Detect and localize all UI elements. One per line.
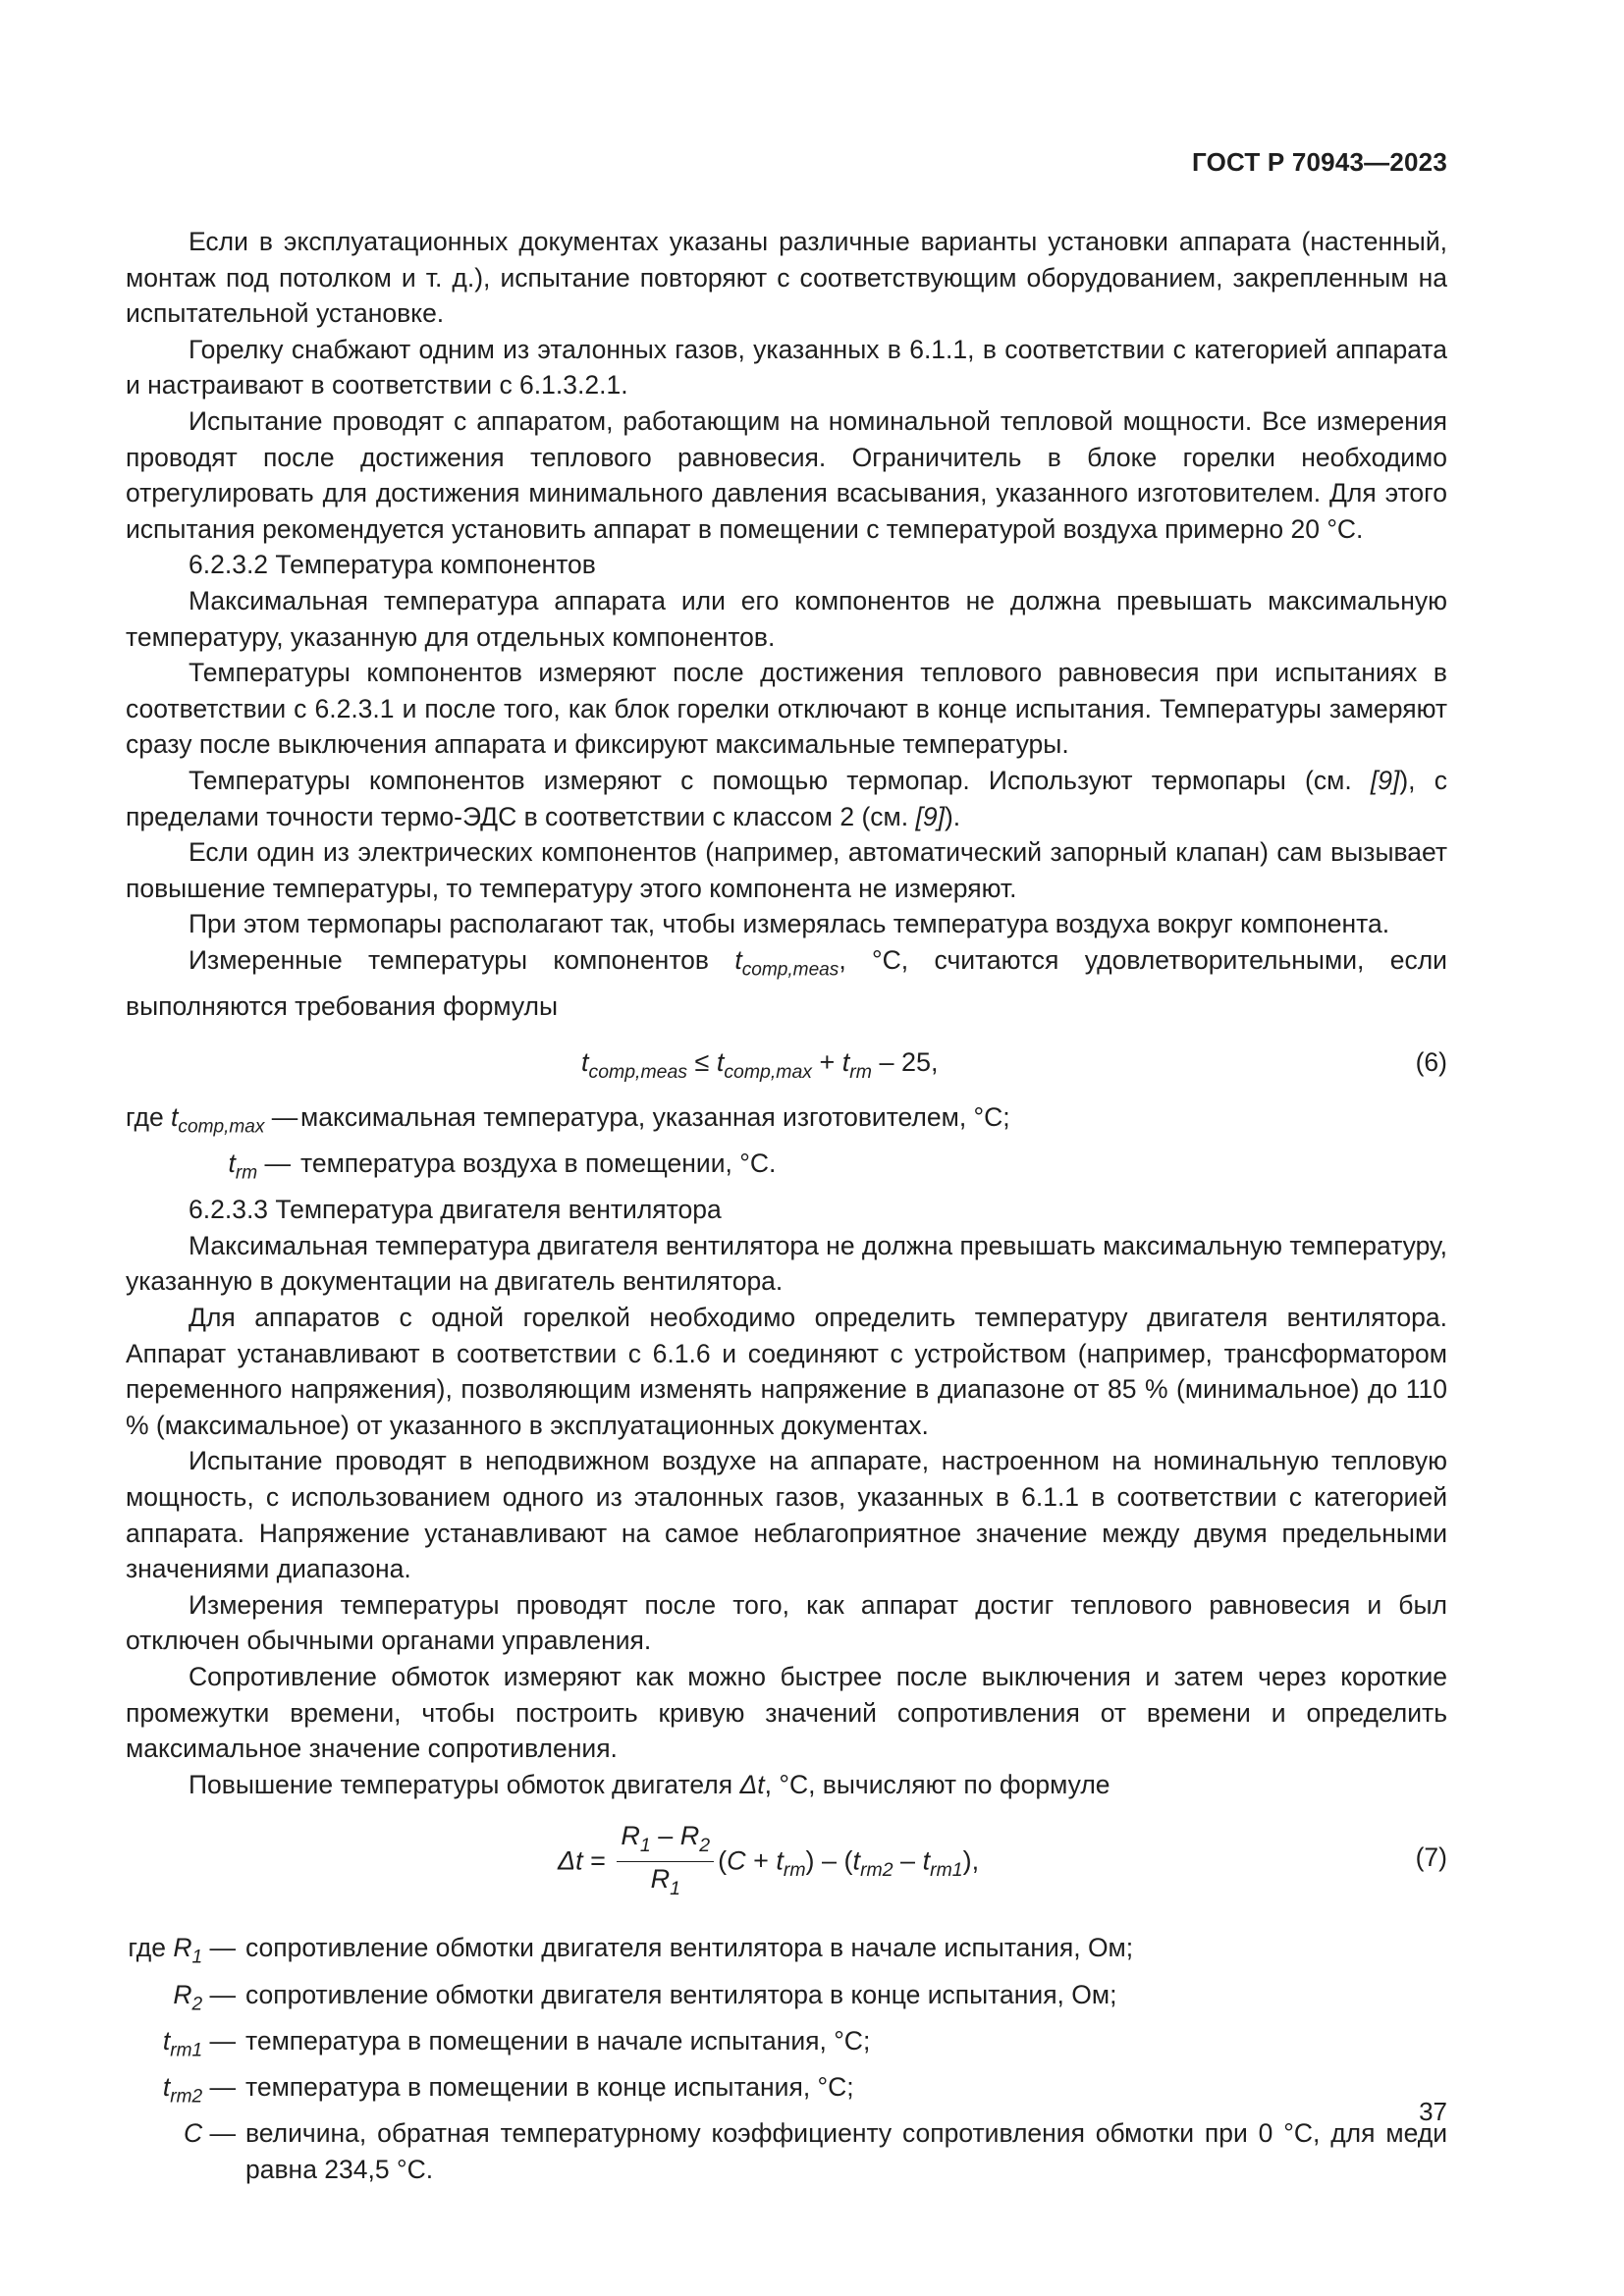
legend-definition: температура в помещении в начале испытания, °С;: [245, 2025, 871, 2056]
formula-number: (6): [1415, 1046, 1447, 1077]
reference-link[interactable]: [9]: [915, 801, 945, 831]
legend-definition: максимальная температура, указанная изготовителем, °С;: [300, 1101, 1010, 1132]
legend-symbol: $R_2$ —: [173, 1979, 236, 2015]
legend-symbol: $t_{rm2}$ —: [162, 2072, 236, 2108]
paragraph: Для аппаратов с одной горелкой необходимо определить температуру двигателя вентилятора. Аппарат устанавливают в соответствии с 6.1.6 и соединяют с устройством (например, трансформатором переменного напряжения), позволяющим изменять напряжение в диапазоне от 85 % (минимальное) до 110 % (максимальное) от указанного в эксплуатационных документах.: [126, 1303, 1447, 1440]
paragraph: Максимальная температура двигателя вентилятора не должна превышать максимальную температуру, указанную в документации на двигатель вентилятора.: [126, 1230, 1447, 1297]
paragraph: Температуры компонентов измеряют с помощью термопар. Используют термопары (см. [9]), с пределами точности термо-ЭДС в соответствии с классом 2 (см. [9]).: [126, 765, 1447, 831]
legend-symbol: $t_{rm}$ —: [228, 1148, 291, 1184]
section-heading-6-2-3-2: 6.2.3.2 Температура компонентов: [189, 550, 596, 580]
paragraph: Испытание проводят в неподвижном воздухе на аппарате, настроенном на номинальную тепловую мощность, с использованием одного из эталонных газов, указанных в 6.1.1 в соответствии с категорией аппарата. Напряжение устанавливают на самое неблагоприятное значение между двумя предельными значениями диапазона.: [126, 1446, 1447, 1584]
paragraph: При этом термопары располагают так, чтобы измерялась температура воздуха вокруг компонента.: [189, 909, 1390, 939]
formula-7-expression: Δt = $\frac{R_1 - R_2}{R_1}$ $(C + t_{rm}) - (t_{rm2} - t_{rm1})$,: [558, 1820, 979, 1905]
document-body: [126, 224, 1447, 2188]
paragraph: Температуры компонентов измеряют после достижения теплового равновесия при испытаниях в соответствии с 6.2.3.1 и после того, как блок горелки отключают в конце испытания. Температуры замеряют сразу после выключения аппарата и фиксируют максимальные температуры.: [126, 658, 1447, 760]
formula-6-expression: $t_{comp,meas} \le t_{comp,max} + t_{rm} - 25$,: [581, 1046, 939, 1083]
formula-6: [126, 1031, 1447, 1094]
reference-link[interactable]: [9]: [1370, 765, 1400, 795]
legend-symbol: C —: [183, 2118, 236, 2149]
legend-definition: сопротивление обмотки двигателя вентилятора в начале испытания, Ом;: [245, 1933, 1134, 1963]
formula-7: [126, 1810, 1447, 1912]
paragraph: Повышение температуры обмоток двигателя Δt, °С, вычисляют по формуле: [189, 1769, 1110, 1799]
legend-symbol: где $t_{comp,max}$ —: [126, 1101, 298, 1138]
paragraph: Максимальная температура аппарата или его компонентов не должна превышать максимальную температуру, указанную для отдельных компонентов.: [126, 585, 1447, 652]
paragraph: Горелку снабжают одним из эталонных газов, указанных в 6.1.1, в соответствии с категорией аппарата и настраивают в соответствии с 6.1.3.2.1.: [126, 334, 1447, 400]
standard-header: ГОСТ Р 70943—2023: [1192, 147, 1447, 177]
section-heading-6-2-3-3: 6.2.3.3 Температура двигателя вентилятора: [189, 1195, 722, 1225]
legend-definition: температура в помещении в конце испытания, °С;: [245, 2072, 854, 2103]
paragraph: Измеренные температуры компонентов $t_{comp,meas}$, °С, считаются удовлетворительными, если выполняются требования формулы: [126, 944, 1447, 1022]
legend-definition: сопротивление обмотки двигателя вентилятора в конце испытания, Ом;: [245, 1979, 1117, 2009]
paragraph: Если один из электрических компонентов (например, автоматический запорный клапан) сам вызывает повышение температуры, то температуру этого компонента не измеряют.: [126, 837, 1447, 903]
legend-definition: величина, обратная температурному коэффициенту сопротивления обмотки при 0 °С, для меди равна 234,5 °С.: [245, 2118, 1447, 2185]
legend-symbol: где $R_1$ —: [128, 1933, 236, 1969]
paragraph: Испытание проводят с аппаратом, работающим на номинальной тепловой мощности. Все измерения проводят после достижения теплового равновесия. Ограничитель в блоке горелки необходимо отрегулировать для достижения минимального давления всасывания, указанного изготовителем. Для этого испытания рекомендуется установить аппарат в помещении с температурой воздуха примерно 20 °С.: [126, 405, 1447, 544]
paragraph: Измерения температуры проводят после того, как аппарат достиг теплового равновесия и был отключен обычными органами управления.: [126, 1589, 1447, 1656]
page-number: 37: [1419, 2097, 1447, 2126]
legend-symbol: $t_{rm1}$ —: [162, 2025, 236, 2061]
paragraph: Сопротивление обмоток измеряют как можно быстрее после выключения и затем через короткие промежутки времени, чтобы построить кривую значений сопротивления от времени и определить максимальное значение сопротивления.: [126, 1661, 1447, 1764]
fraction: $\frac{R_1 - R_2}{R_1}$: [617, 1820, 714, 1905]
legend-definition: температура воздуха в помещении, °С.: [300, 1148, 777, 1178]
formula-6-legend: [126, 1099, 1447, 1193]
paragraph: Если в эксплуатационных документах указаны различные варианты установки аппарата (настенный, монтаж под потолком и т. д.), испытание повторяют с соответствующим оборудованием, закрепленным на испытательной установке.: [126, 227, 1447, 329]
formula-7-legend: [126, 1930, 1447, 2187]
formula-number: (7): [1415, 1842, 1447, 1873]
